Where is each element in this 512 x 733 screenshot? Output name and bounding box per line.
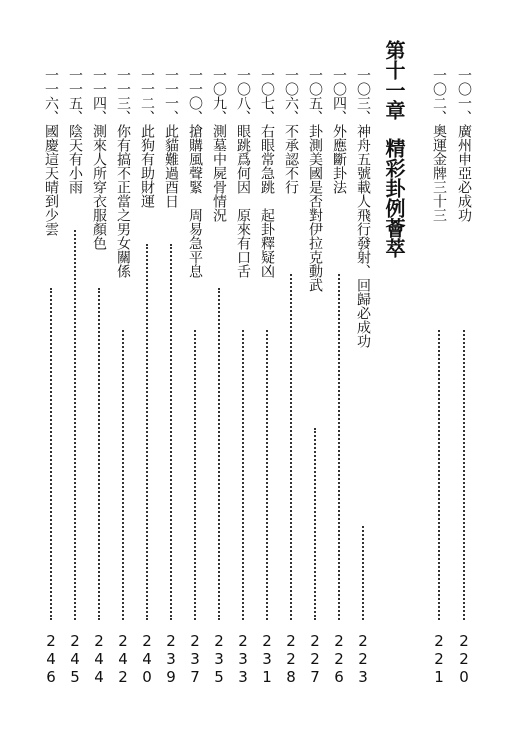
toc-entry-page: 221	[430, 632, 448, 686]
toc-entry-title: 一〇四、外應斷卦法	[331, 68, 347, 194]
toc-entry-title: 一一二、此狗有助財運	[139, 68, 155, 208]
chapter-label: 第十一章	[382, 40, 406, 120]
toc-entry-title: 一〇六、不承認不行	[283, 68, 299, 194]
chapter-heading	[379, 40, 409, 258]
dot-leader	[290, 274, 292, 620]
dot-leader	[463, 330, 465, 620]
dot-leader	[242, 330, 244, 620]
toc-entry-page: 237	[186, 632, 204, 686]
dot-leader	[98, 288, 100, 620]
toc-entry[interactable]	[88, 68, 110, 688]
toc-entry[interactable]	[40, 68, 62, 688]
toc-entry-page: 228	[282, 632, 300, 686]
toc-entry-title: 一〇一、廣州申亞必成功	[456, 68, 472, 222]
dot-leader	[170, 244, 172, 620]
toc-entry-page: 242	[114, 632, 132, 686]
toc-entry[interactable]	[64, 68, 86, 688]
dot-leader	[122, 330, 124, 620]
toc-entry-page: 227	[306, 632, 324, 686]
toc-entry[interactable]	[328, 68, 350, 688]
toc-entry[interactable]	[112, 68, 134, 688]
toc-entry-page: 235	[210, 632, 228, 686]
toc-entry-title: 一一六、國慶這天晴到少雲	[43, 68, 59, 236]
toc-entry[interactable]	[232, 68, 254, 688]
dot-leader	[218, 288, 220, 620]
dot-leader	[338, 274, 340, 620]
toc-entry-page: 245	[66, 632, 84, 686]
toc-entry[interactable]	[352, 68, 374, 688]
toc-entry-page: 246	[42, 632, 60, 686]
dot-leader	[362, 526, 364, 620]
dot-leader	[438, 330, 440, 620]
toc-entry-page: 239	[162, 632, 180, 686]
toc-entry[interactable]	[208, 68, 230, 688]
toc-entry-title: 一一四、測來人所穿衣服顏色	[91, 68, 107, 250]
chapter-title: 精彩卦例薈萃	[382, 138, 406, 258]
toc-entry-title: 一一五、陰天有小雨	[67, 68, 83, 194]
toc-entry-title: 一〇七、右眼常急跳 起卦釋疑凶	[259, 68, 275, 278]
toc-entry[interactable]	[256, 68, 278, 688]
toc-entry-title: 一〇三、神舟五號載人飛行發射、回歸必成功	[355, 68, 371, 348]
toc-entry-title: 一〇五、卦測美國是否對伊拉克動武	[307, 68, 323, 292]
toc-entry-page: 240	[138, 632, 156, 686]
toc-entry-title: 一〇二、奧運金牌三十三	[431, 68, 447, 222]
toc-entry-page: 231	[258, 632, 276, 686]
toc-entry[interactable]	[136, 68, 158, 688]
dot-leader	[314, 428, 316, 620]
toc-entry-title: 一一〇、搶購風聲緊 周易急平息	[187, 68, 203, 278]
toc-entry-page: 226	[330, 632, 348, 686]
toc-entry[interactable]	[160, 68, 182, 688]
toc-entry-page: 244	[90, 632, 108, 686]
toc-entry-page: 220	[455, 632, 473, 686]
toc-entry[interactable]	[304, 68, 326, 688]
toc-entry[interactable]	[280, 68, 302, 688]
toc-entry[interactable]	[428, 68, 450, 688]
toc-entry-title: 一一一、此貓難過酉日	[163, 68, 179, 208]
dot-leader	[74, 230, 76, 620]
toc-entry-title: 一一三、你有搞不正當之男女關係	[115, 68, 131, 278]
dot-leader	[194, 330, 196, 620]
dot-leader	[50, 288, 52, 620]
toc-entry-title: 一〇九、測墓中屍骨情況	[211, 68, 227, 222]
dot-leader	[266, 330, 268, 620]
dot-leader	[146, 244, 148, 620]
toc-entry[interactable]	[453, 68, 475, 688]
toc-entry-page: 223	[354, 632, 372, 686]
toc-entry-title: 一〇八、眼跳爲何因 原來有口舌	[235, 68, 251, 278]
toc-entry[interactable]	[184, 68, 206, 688]
toc-entry-page: 233	[234, 632, 252, 686]
